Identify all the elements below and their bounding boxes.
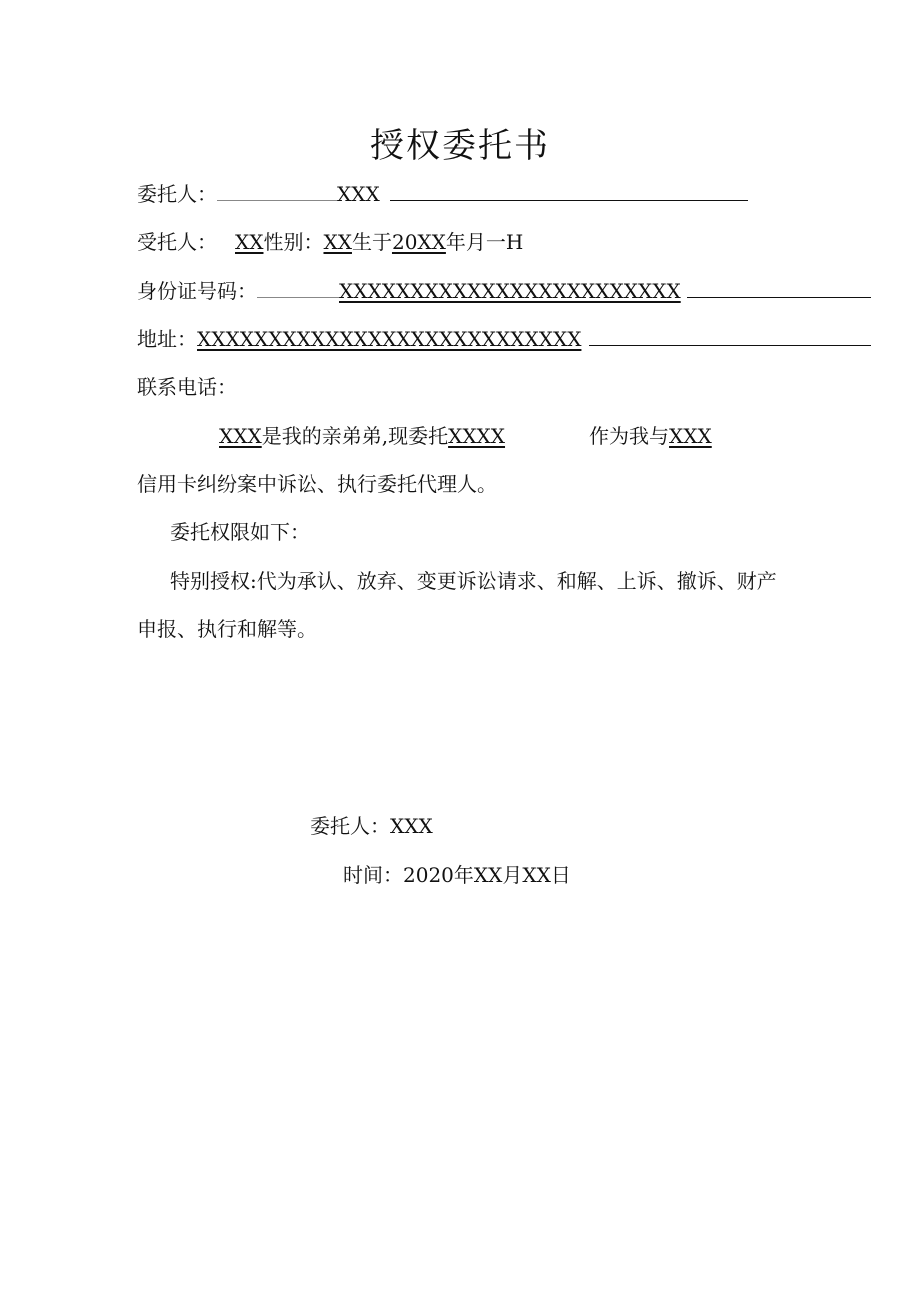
- id-number-trailing-blank: [687, 279, 871, 298]
- agent-gender-label: 性别：: [263, 230, 324, 254]
- agent-birth-year: 20XX: [391, 230, 446, 254]
- id-number-line: [137, 278, 871, 304]
- agent-date-tail: 年月一H: [445, 230, 524, 254]
- special-authority-line-1: 特别授权:代为承认、放弃、变更诉讼请求、和解、上诉、撤诉、财产: [170, 569, 777, 593]
- body-counterparty: XXX: [669, 424, 712, 448]
- id-number-value: XXXXXXXXXXXXXXXXXXXXXXXX: [339, 279, 681, 303]
- principal-line: [137, 181, 748, 207]
- phone-line: [137, 374, 237, 400]
- body-principal-name: XXX: [219, 424, 262, 448]
- signature-date-label: 时间：: [343, 863, 403, 887]
- address-trailing-blank: [589, 327, 871, 346]
- principal-trailing-blank: [390, 182, 748, 201]
- principal-value: XXX: [337, 182, 380, 206]
- agent-line: [137, 229, 523, 255]
- address-line: [137, 326, 871, 352]
- principal-blank: [217, 182, 337, 201]
- body-agent-name: XXXX: [448, 424, 506, 448]
- agent-label: 受托人：: [137, 230, 217, 254]
- address-value: XXXXXXXXXXXXXXXXXXXXXXXXXXX: [197, 327, 582, 351]
- signature-date: [343, 862, 571, 888]
- special-authority-line-2: 申报、执行和解等。: [137, 617, 317, 641]
- agent-born-label: 生于: [351, 230, 392, 254]
- body-paragraph-1: [219, 423, 712, 449]
- authority-heading: 委托权限如下：: [170, 520, 310, 544]
- signature-principal-label: 委托人：: [310, 814, 390, 838]
- body-mid-text: 作为我与: [589, 424, 670, 448]
- signature-principal: [310, 813, 433, 839]
- signature-date-value: 2020年XX月XX日: [403, 863, 571, 887]
- phone-label: 联系电话：: [137, 375, 237, 399]
- body-relationship-text: 是我的亲弟弟,现委托: [261, 424, 449, 448]
- principal-label: 委托人：: [137, 182, 217, 206]
- agent-gender: XX: [323, 230, 352, 254]
- id-number-blank: [257, 279, 339, 298]
- agent-name: XX: [235, 230, 264, 254]
- address-label: 地址：: [137, 327, 197, 351]
- id-number-label: 身份证号码：: [137, 279, 257, 303]
- body-paragraph-1-line-2: 信用卡纠纷案中诉讼、执行委托代理人。: [137, 472, 497, 496]
- signature-principal-value: XXX: [390, 814, 433, 838]
- document-title: 授权委托书: [370, 126, 550, 166]
